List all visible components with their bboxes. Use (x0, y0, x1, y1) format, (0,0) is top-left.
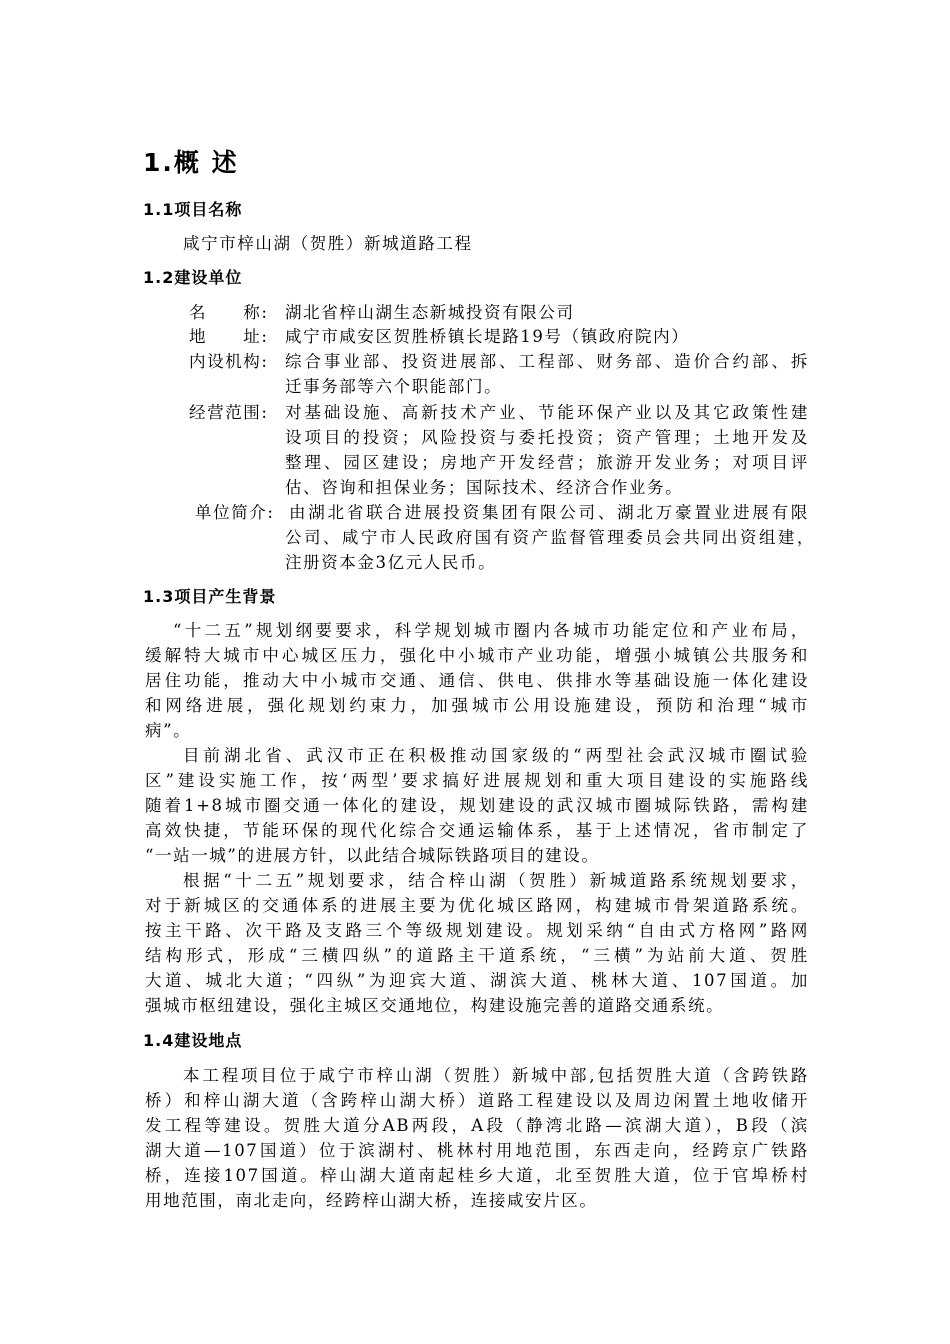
background-line: 和网络进展，强化规划约束力，加强城市公用设施建设，预防和治理“城市 (145, 696, 809, 715)
unit-label-departments: 内设机构: (189, 352, 269, 371)
background-line: 结构形式，形成“三横四纵”的道路主干道系统，“三横”为站前大道、贺胜 (145, 946, 809, 965)
section-title: 1.概 述 (143, 148, 239, 177)
background-line: 按主干路、次干路及支路三个等级规划建设。规划采纳“自由式方格网”路网 (145, 921, 809, 940)
site-line: 湖大道—107国道）位于滨湖村、桃林村用地范围，东西走向，经跨京广铁路 (145, 1141, 809, 1160)
unit-value-business-scope-line: 对基础设施、高新技术产业、节能环保产业以及其它政策性建 (285, 403, 809, 422)
background-line: 强城市枢纽建设，强化主城区交通地位，构建设施完善的道路交通系统。 (145, 996, 725, 1015)
background-line: 区”建设实施工作，按‘两型’要求搞好进展规划和重大项目建设的实施路线 (145, 771, 809, 790)
unit-value-business-scope-line: 估、咨询和担保业务；国际技术、经济合作业务。 (285, 478, 684, 497)
unit-value-profile-line: 注册资本金3亿元人民币。 (285, 553, 497, 572)
heading-project-background: 1.3项目产生背景 (143, 587, 277, 606)
unit-value-business-scope-line: 整理、园区建设；房地产开发经营；旅游开发业务；对项目评 (285, 453, 809, 472)
background-line: “十二五”规划纲要要求，科学规划城市圈内各城市功能定位和产业布局， (173, 621, 809, 640)
unit-value-profile-line: 由湖北省联合进展投资集团有限公司、湖北万豪置业进展有限 (289, 503, 809, 522)
site-line: 发工程等建设。贺胜大道分AB两段，A段（静湾北路—滨湖大道），B段（滨 (145, 1116, 809, 1135)
unit-label-name: 名 称: (189, 303, 269, 322)
background-line: 病”。 (145, 721, 192, 740)
heading-construction-site: 1.4建设地点 (143, 1031, 243, 1050)
heading-project-name: 1.1项目名称 (143, 200, 243, 219)
background-line: “一站一城”的进展方针，以此结合城际铁路项目的建设。 (145, 846, 600, 865)
unit-value-departments-line: 综合事业部、投资进展部、工程部、财务部、造价合约部、拆 (285, 352, 809, 371)
background-line: 目前湖北省、武汉市正在积极推动国家级的“两型社会武汉城市圈试验 (183, 746, 809, 765)
unit-value-departments-line: 迁事务部等六个职能部门。 (285, 377, 503, 396)
unit-label-business-scope: 经营范围: (189, 403, 269, 422)
background-line: 大道、城北大道；“四纵”为迎宾大道、湖滨大道、桃林大道、107国道。加 (145, 971, 809, 990)
unit-value-profile-line: 公司、咸宁市人民政府国有资产监督管理委员会共同出资组建， (285, 528, 815, 547)
background-line: 随着1+8城市圈交通一体化的建设，规划建设的武汉城市圈城际铁路，需构建 (145, 796, 809, 815)
unit-value-business-scope-line: 设项目的投资；风险投资与委托投资；资产管理；土地开发及 (285, 428, 809, 447)
unit-value-name: 湖北省梓山湖生态新城投资有限公司 (285, 303, 575, 322)
unit-label-address: 地 址: (189, 327, 269, 346)
unit-value-address: 咸宁市咸安区贺胜桥镇长堤路19号（镇政府院内） (285, 327, 690, 346)
site-line: 用地范围，南北走向，经跨梓山湖大桥，连接咸安片区。 (145, 1191, 598, 1210)
unit-label-profile: 单位简介: (195, 503, 275, 522)
site-line: 桥，连接107国道。梓山湖大道南起桂乡大道，北至贺胜大道，位于官埠桥村 (145, 1166, 809, 1185)
background-line: 根据“十二五”规划要求，结合梓山湖（贺胜）新城道路系统规划要求， (183, 871, 809, 890)
background-line: 对于新城区的交通体系的进展主要为优化城区路网，构建城市骨架道路系统。 (145, 896, 809, 915)
heading-construction-unit: 1.2建设单位 (143, 268, 243, 287)
site-line: 桥）和梓山湖大道（含跨梓山湖大桥）道路工程建设以及周边闲置土地收储开 (145, 1091, 809, 1110)
site-line: 本工程项目位于咸宁市梓山湖（贺胜）新城中部,包括贺胜大道（含跨铁路 (183, 1066, 809, 1085)
background-line: 高效快捷，节能环保的现代化综合交通运输体系，基于上述情况，省市制定了 (145, 821, 809, 840)
background-line: 缓解特大城市中心城区压力，强化中小城市产业功能，增强小城镇公共服务和 (145, 646, 809, 665)
background-line: 居住功能，推动大中小城市交通、通信、供电、供排水等基础设施一体化建设 (145, 671, 809, 690)
project-name-text: 咸宁市梓山湖（贺胜）新城道路工程 (183, 234, 473, 253)
